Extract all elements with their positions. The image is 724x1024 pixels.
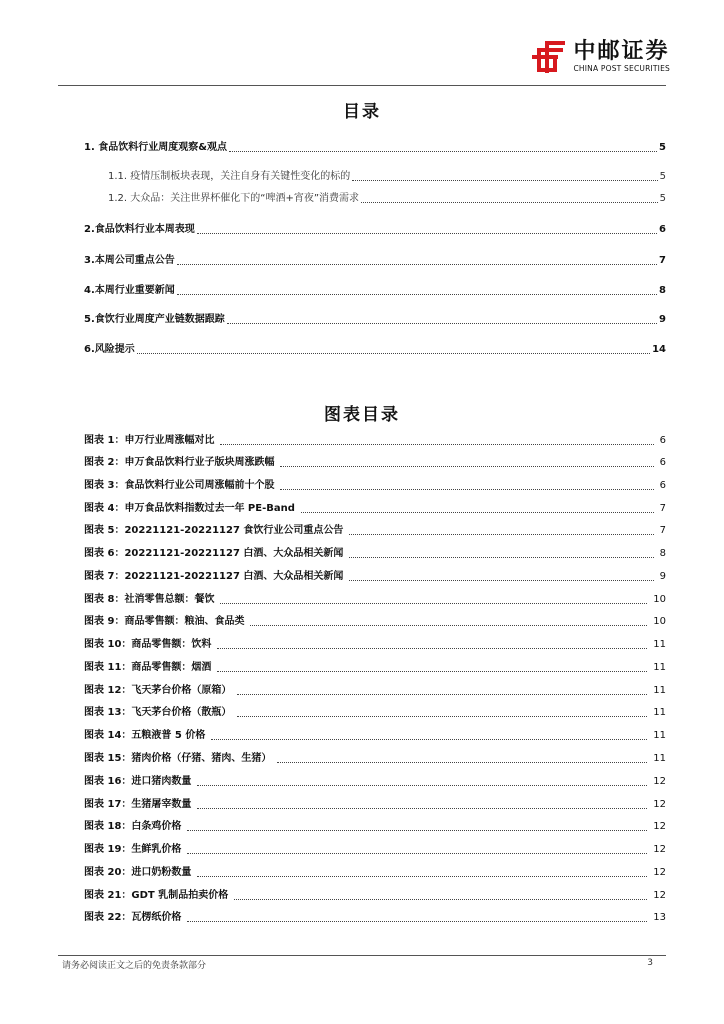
toc-entry[interactable] xyxy=(84,254,666,268)
figure-title: 进口奶粉数量 xyxy=(131,867,192,878)
figure-page: 10 xyxy=(653,616,666,627)
figure-page: 7 xyxy=(659,503,666,514)
toc-entry-title: 1. 食品饮料行业周度观察&观点 xyxy=(84,142,227,153)
toc-entry-page: 9 xyxy=(659,314,666,325)
brand-name-en: CHINA POST SECURITIES xyxy=(573,64,670,73)
figure-label: 图表 5： xyxy=(84,525,125,536)
figure-title: 飞天茅台价格（原箱） xyxy=(131,685,232,696)
toc-entry-page: 7 xyxy=(659,255,666,266)
figure-entry[interactable] xyxy=(84,684,666,698)
figure-label: 图表 19： xyxy=(84,844,132,855)
figure-page: 11 xyxy=(653,685,666,696)
toc-entry-page: 6 xyxy=(659,224,666,235)
leader-dots xyxy=(229,151,657,152)
footer-disclaimer: 请务必阅读正文之后的免责条款部分 xyxy=(62,961,207,971)
toc-entry-page: 14 xyxy=(652,344,666,355)
figure-page: 8 xyxy=(659,548,666,559)
figure-entry[interactable] xyxy=(84,752,666,766)
toc-entry-title: 6.风险提示 xyxy=(84,344,135,355)
toc-entry-title: 4.本周行业重要新闻 xyxy=(84,285,175,296)
leader-dots xyxy=(197,233,657,234)
toc-entry[interactable] xyxy=(108,170,666,184)
figure-title: GDT 乳制品拍卖价格 xyxy=(131,890,229,901)
figure-entry[interactable] xyxy=(84,570,666,584)
leader-dots xyxy=(177,294,657,295)
toc-entry-page: 8 xyxy=(659,285,666,296)
figure-label: 图表 22： xyxy=(84,912,132,923)
brand-logo xyxy=(531,40,670,74)
figure-label: 图表 10： xyxy=(84,639,132,650)
figure-page: 12 xyxy=(653,867,666,878)
figure-title: 五粮液普 5 价格 xyxy=(131,730,206,741)
leader-dots xyxy=(220,603,647,604)
figure-entry[interactable] xyxy=(84,911,666,925)
page-header xyxy=(0,0,724,86)
figure-title: 猪肉价格（仔猪、猪肉、生猪） xyxy=(131,753,272,764)
figure-title: 商品零售额：饮料 xyxy=(131,639,212,650)
figure-entry[interactable] xyxy=(84,615,666,629)
figure-title: 20221121-20221127 食饮行业公司重点公告 xyxy=(124,525,344,536)
figure-page: 12 xyxy=(653,890,666,901)
figure-entry[interactable] xyxy=(84,706,666,720)
leader-dots xyxy=(197,785,647,786)
leader-dots xyxy=(217,671,647,672)
toc-entry[interactable] xyxy=(108,192,666,206)
toc-entry[interactable] xyxy=(84,313,666,327)
china-post-logo-icon xyxy=(531,40,567,74)
figure-entry[interactable] xyxy=(84,479,666,493)
leader-dots xyxy=(280,489,653,490)
leader-dots xyxy=(187,830,647,831)
figure-entry[interactable] xyxy=(84,638,666,652)
figure-title: 生鲜乳价格 xyxy=(131,844,182,855)
brand-name-cn: 中邮证券 xyxy=(573,39,670,64)
figure-entry[interactable] xyxy=(84,456,666,470)
figure-label: 图表 3： xyxy=(84,480,125,491)
figure-page: 10 xyxy=(653,594,666,605)
figure-title: 瓦楞纸价格 xyxy=(131,912,182,923)
leader-dots xyxy=(177,264,657,265)
figure-label: 图表 17： xyxy=(84,799,132,810)
figure-title: 白条鸡价格 xyxy=(131,821,182,832)
leader-dots xyxy=(227,323,657,324)
leader-dots xyxy=(211,739,647,740)
figure-page: 6 xyxy=(659,480,666,491)
leader-dots xyxy=(250,625,647,626)
figure-label: 图表 20： xyxy=(84,867,132,878)
figure-label: 图表 2： xyxy=(84,457,125,468)
leader-dots xyxy=(237,716,647,717)
leader-dots xyxy=(197,876,647,877)
figure-entry[interactable] xyxy=(84,889,666,903)
figure-title: 申万食品饮料行业子版块周涨跌幅 xyxy=(124,457,275,468)
header-divider xyxy=(58,85,666,86)
figure-page: 11 xyxy=(653,639,666,650)
toc-entry-title: 1.1. 疫情压制板块表现，关注自身有关键性变化的标的 xyxy=(108,171,351,182)
figure-title: 申万食品饮料指数过去一年 PE-Band xyxy=(124,503,295,514)
leader-dots xyxy=(349,557,653,558)
toc-title: 目录 xyxy=(343,102,381,122)
leader-dots xyxy=(349,580,653,581)
figure-title: 商品零售额：烟酒 xyxy=(131,662,212,673)
toc-entry[interactable] xyxy=(84,284,666,298)
figure-page: 11 xyxy=(653,753,666,764)
figure-entry[interactable] xyxy=(84,434,666,448)
leader-dots xyxy=(197,808,647,809)
figure-page: 7 xyxy=(659,525,666,536)
figure-title: 20221121-20221127 白酒、大众品相关新闻 xyxy=(124,571,344,582)
figure-entry[interactable] xyxy=(84,593,666,607)
figure-entry[interactable] xyxy=(84,547,666,561)
toc-entry[interactable] xyxy=(84,141,666,155)
figure-title: 进口猪肉数量 xyxy=(131,776,192,787)
leader-dots xyxy=(187,921,647,922)
leader-dots xyxy=(280,466,653,467)
leader-dots xyxy=(217,648,647,649)
figure-page: 11 xyxy=(653,730,666,741)
figure-entry[interactable] xyxy=(84,798,666,812)
toc-entry-page: 5 xyxy=(659,142,666,153)
toc-entry-title: 3.本周公司重点公告 xyxy=(84,255,175,266)
figure-entry[interactable] xyxy=(84,729,666,743)
figure-page: 12 xyxy=(653,776,666,787)
leader-dots xyxy=(187,853,647,854)
figure-label: 图表 1： xyxy=(84,435,125,446)
toc-entry-title: 1.2. 大众品：关注世界杯催化下的“啤酒+宵夜”消费需求 xyxy=(108,193,360,204)
figures-title: 图表目录 xyxy=(324,405,400,425)
figure-page: 11 xyxy=(653,707,666,718)
toc-entry-title: 5.食饮行业周度产业链数据跟踪 xyxy=(84,314,225,325)
figure-title: 生猪屠宰数量 xyxy=(131,799,192,810)
leader-dots xyxy=(352,180,657,181)
figure-page: 12 xyxy=(653,844,666,855)
leader-dots xyxy=(361,202,658,203)
figure-label: 图表 11： xyxy=(84,662,132,673)
figure-label: 图表 13： xyxy=(84,707,132,718)
leader-dots xyxy=(277,762,647,763)
figure-title: 20221121-20221127 白酒、大众品相关新闻 xyxy=(124,548,344,559)
figure-label: 图表 21： xyxy=(84,890,132,901)
leader-dots xyxy=(220,444,653,445)
figure-label: 图表 7： xyxy=(84,571,125,582)
figure-label: 图表 15： xyxy=(84,753,132,764)
figure-entry[interactable] xyxy=(84,820,666,834)
figure-label: 图表 8： xyxy=(84,594,125,605)
toc-entry-page: 5 xyxy=(659,193,666,204)
figure-entry[interactable] xyxy=(84,843,666,857)
leader-dots xyxy=(301,512,654,513)
figure-page: 6 xyxy=(659,435,666,446)
figure-label: 图表 14： xyxy=(84,730,132,741)
page-number: 3 xyxy=(647,958,653,968)
figure-entry[interactable] xyxy=(84,775,666,789)
toc-entry[interactable] xyxy=(84,223,666,237)
figure-label: 图表 4： xyxy=(84,503,125,514)
toc-entry-page: 5 xyxy=(659,171,666,182)
figure-label: 图表 18： xyxy=(84,821,132,832)
figure-entry[interactable] xyxy=(84,502,666,516)
toc-entry-title: 2.食品饮料行业本周表现 xyxy=(84,224,195,235)
figure-entry[interactable] xyxy=(84,661,666,675)
figure-title: 商品零售额：粮油、食品类 xyxy=(124,616,245,627)
figure-page: 13 xyxy=(653,912,666,923)
figure-page: 12 xyxy=(653,821,666,832)
figure-title: 社消零售总额：餐饮 xyxy=(124,594,215,605)
figure-title: 飞天茅台价格（散瓶） xyxy=(131,707,232,718)
leader-dots xyxy=(234,899,647,900)
figure-title: 食品饮料行业公司周涨幅前十个股 xyxy=(124,480,275,491)
leader-dots xyxy=(237,694,647,695)
toc-entry[interactable] xyxy=(84,343,666,357)
figure-page: 11 xyxy=(653,662,666,673)
leader-dots xyxy=(137,353,650,354)
footer-divider xyxy=(58,955,666,956)
figure-label: 图表 12： xyxy=(84,685,132,696)
figure-label: 图表 6： xyxy=(84,548,125,559)
figure-page: 6 xyxy=(659,457,666,468)
figure-page: 9 xyxy=(659,571,666,582)
figure-label: 图表 9： xyxy=(84,616,125,627)
leader-dots xyxy=(349,534,653,535)
figure-label: 图表 16： xyxy=(84,776,132,787)
figure-entry[interactable] xyxy=(84,866,666,880)
figure-entry[interactable] xyxy=(84,524,666,538)
figure-title: 申万行业周涨幅对比 xyxy=(124,435,215,446)
figure-page: 12 xyxy=(653,799,666,810)
